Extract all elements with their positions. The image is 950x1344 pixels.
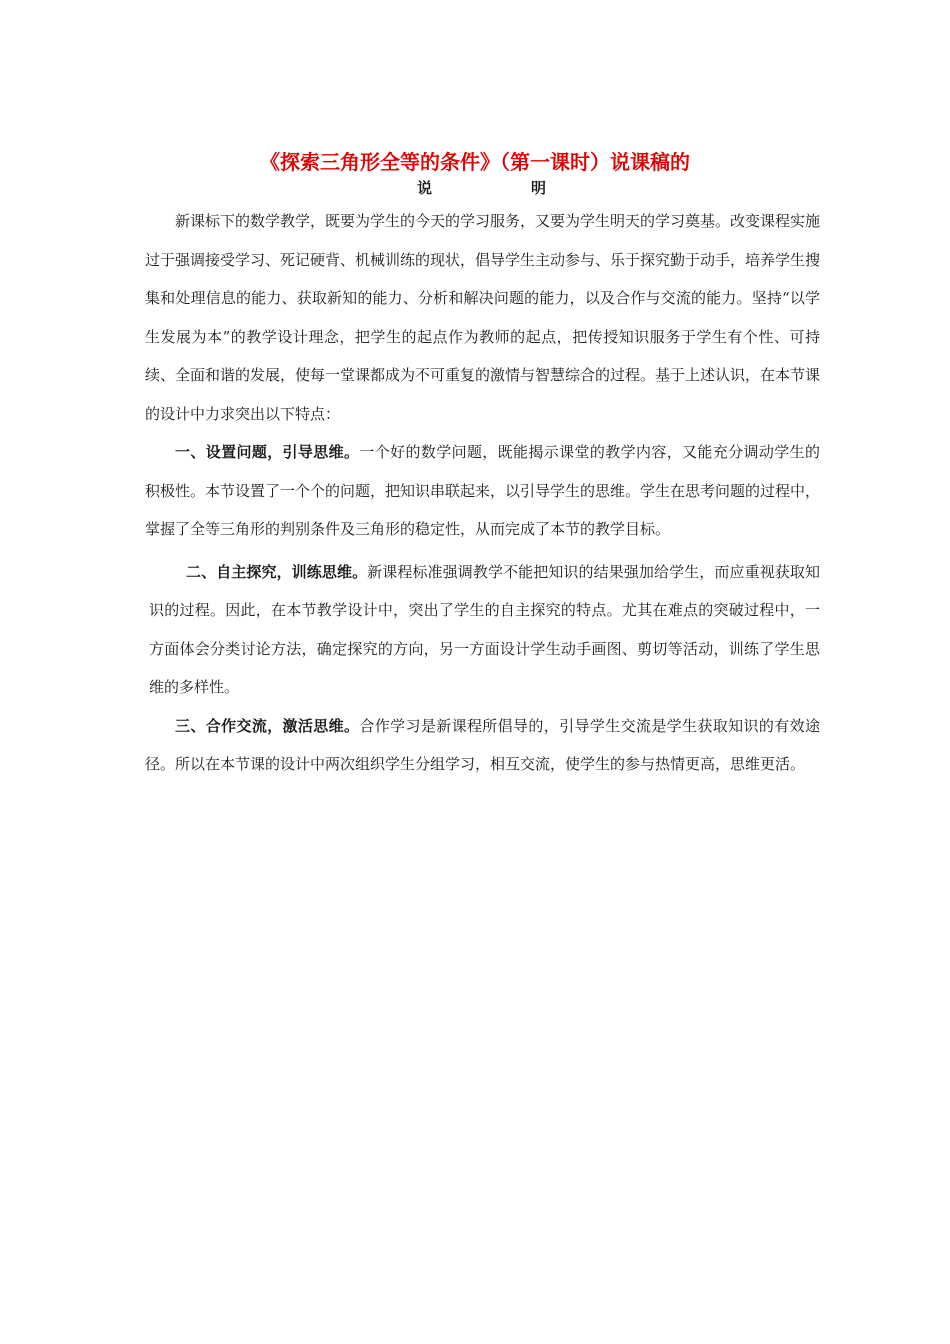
document-title: 《探索三角形全等的条件》（第一课时）说课稿的: [260, 150, 690, 174]
paragraph-point-1: [145, 433, 820, 549]
paragraph-intro: [145, 202, 820, 433]
paragraph-text: 新课程标准强调教学不能把知识的结果强加给学生，而应重视获取知识的过程。因此，在本节教学设计中，突出了学生的自主探究的特点。尤其在难点的突破过程中，一方面体会分类讨论方法，确定探究的方向，另一方面设计学生动手画图、剪切等活动，训练了学生思维的多样性。: [149, 562, 820, 696]
paragraph-point-2: [145, 553, 820, 707]
paragraph-text: 新课标下的数学教学，既要为学生的今天的学习服务，又要为学生明天的学习奠基。改变课程实施过于强调接受学习、死记硬背、机械训练的现状，倡导学生主动参与、乐于探究勤于动手，培养学生搜集和处理信息的能力、获取新知的能力、分析和解决问题的能力，以及合作与交流的能力。坚持“以学生发展为本”的教学设计理念，把学生的起点作为教师的起点，把传授知识服务于学生有个性、可持续、全面和谐的发展，使每一堂课都成为不可重复的激情与智慧综合的过程。基于上述认识，在本节课的设计中力求突出以下特点：: [145, 212, 821, 423]
subtitle-char-right: 明: [531, 179, 547, 197]
subtitle-char-left: 说: [417, 179, 433, 197]
document-subtitle: [0, 176, 950, 200]
paragraph-text: 合作学习是新课程所倡导的，引导学生交流是学生获取知识的有效途径。所以在本节课的设计中两次组织学生分组学习，相互交流，使学生的参与热情更高，思维更活。: [145, 716, 820, 773]
paragraph-text: 一个好的数学问题，既能揭示课堂的教学内容，又能充分调动学生的积极性。本节设置了一个个的问题，把知识串联起来，以引导学生的思维。学生在思考问题的过程中，掌握了全等三角形的判别条件及三角形的稳定性，从而完成了本节的教学目标。: [145, 443, 821, 538]
paragraph-lead: 二、自主探究，训练思维。: [186, 562, 368, 581]
document-body: [145, 202, 820, 784]
paragraph-lead: 三、合作交流，激活思维。: [175, 716, 360, 735]
paragraph-lead: 一、设置问题，引导思维。: [175, 443, 360, 461]
paragraph-point-3: [145, 707, 820, 784]
